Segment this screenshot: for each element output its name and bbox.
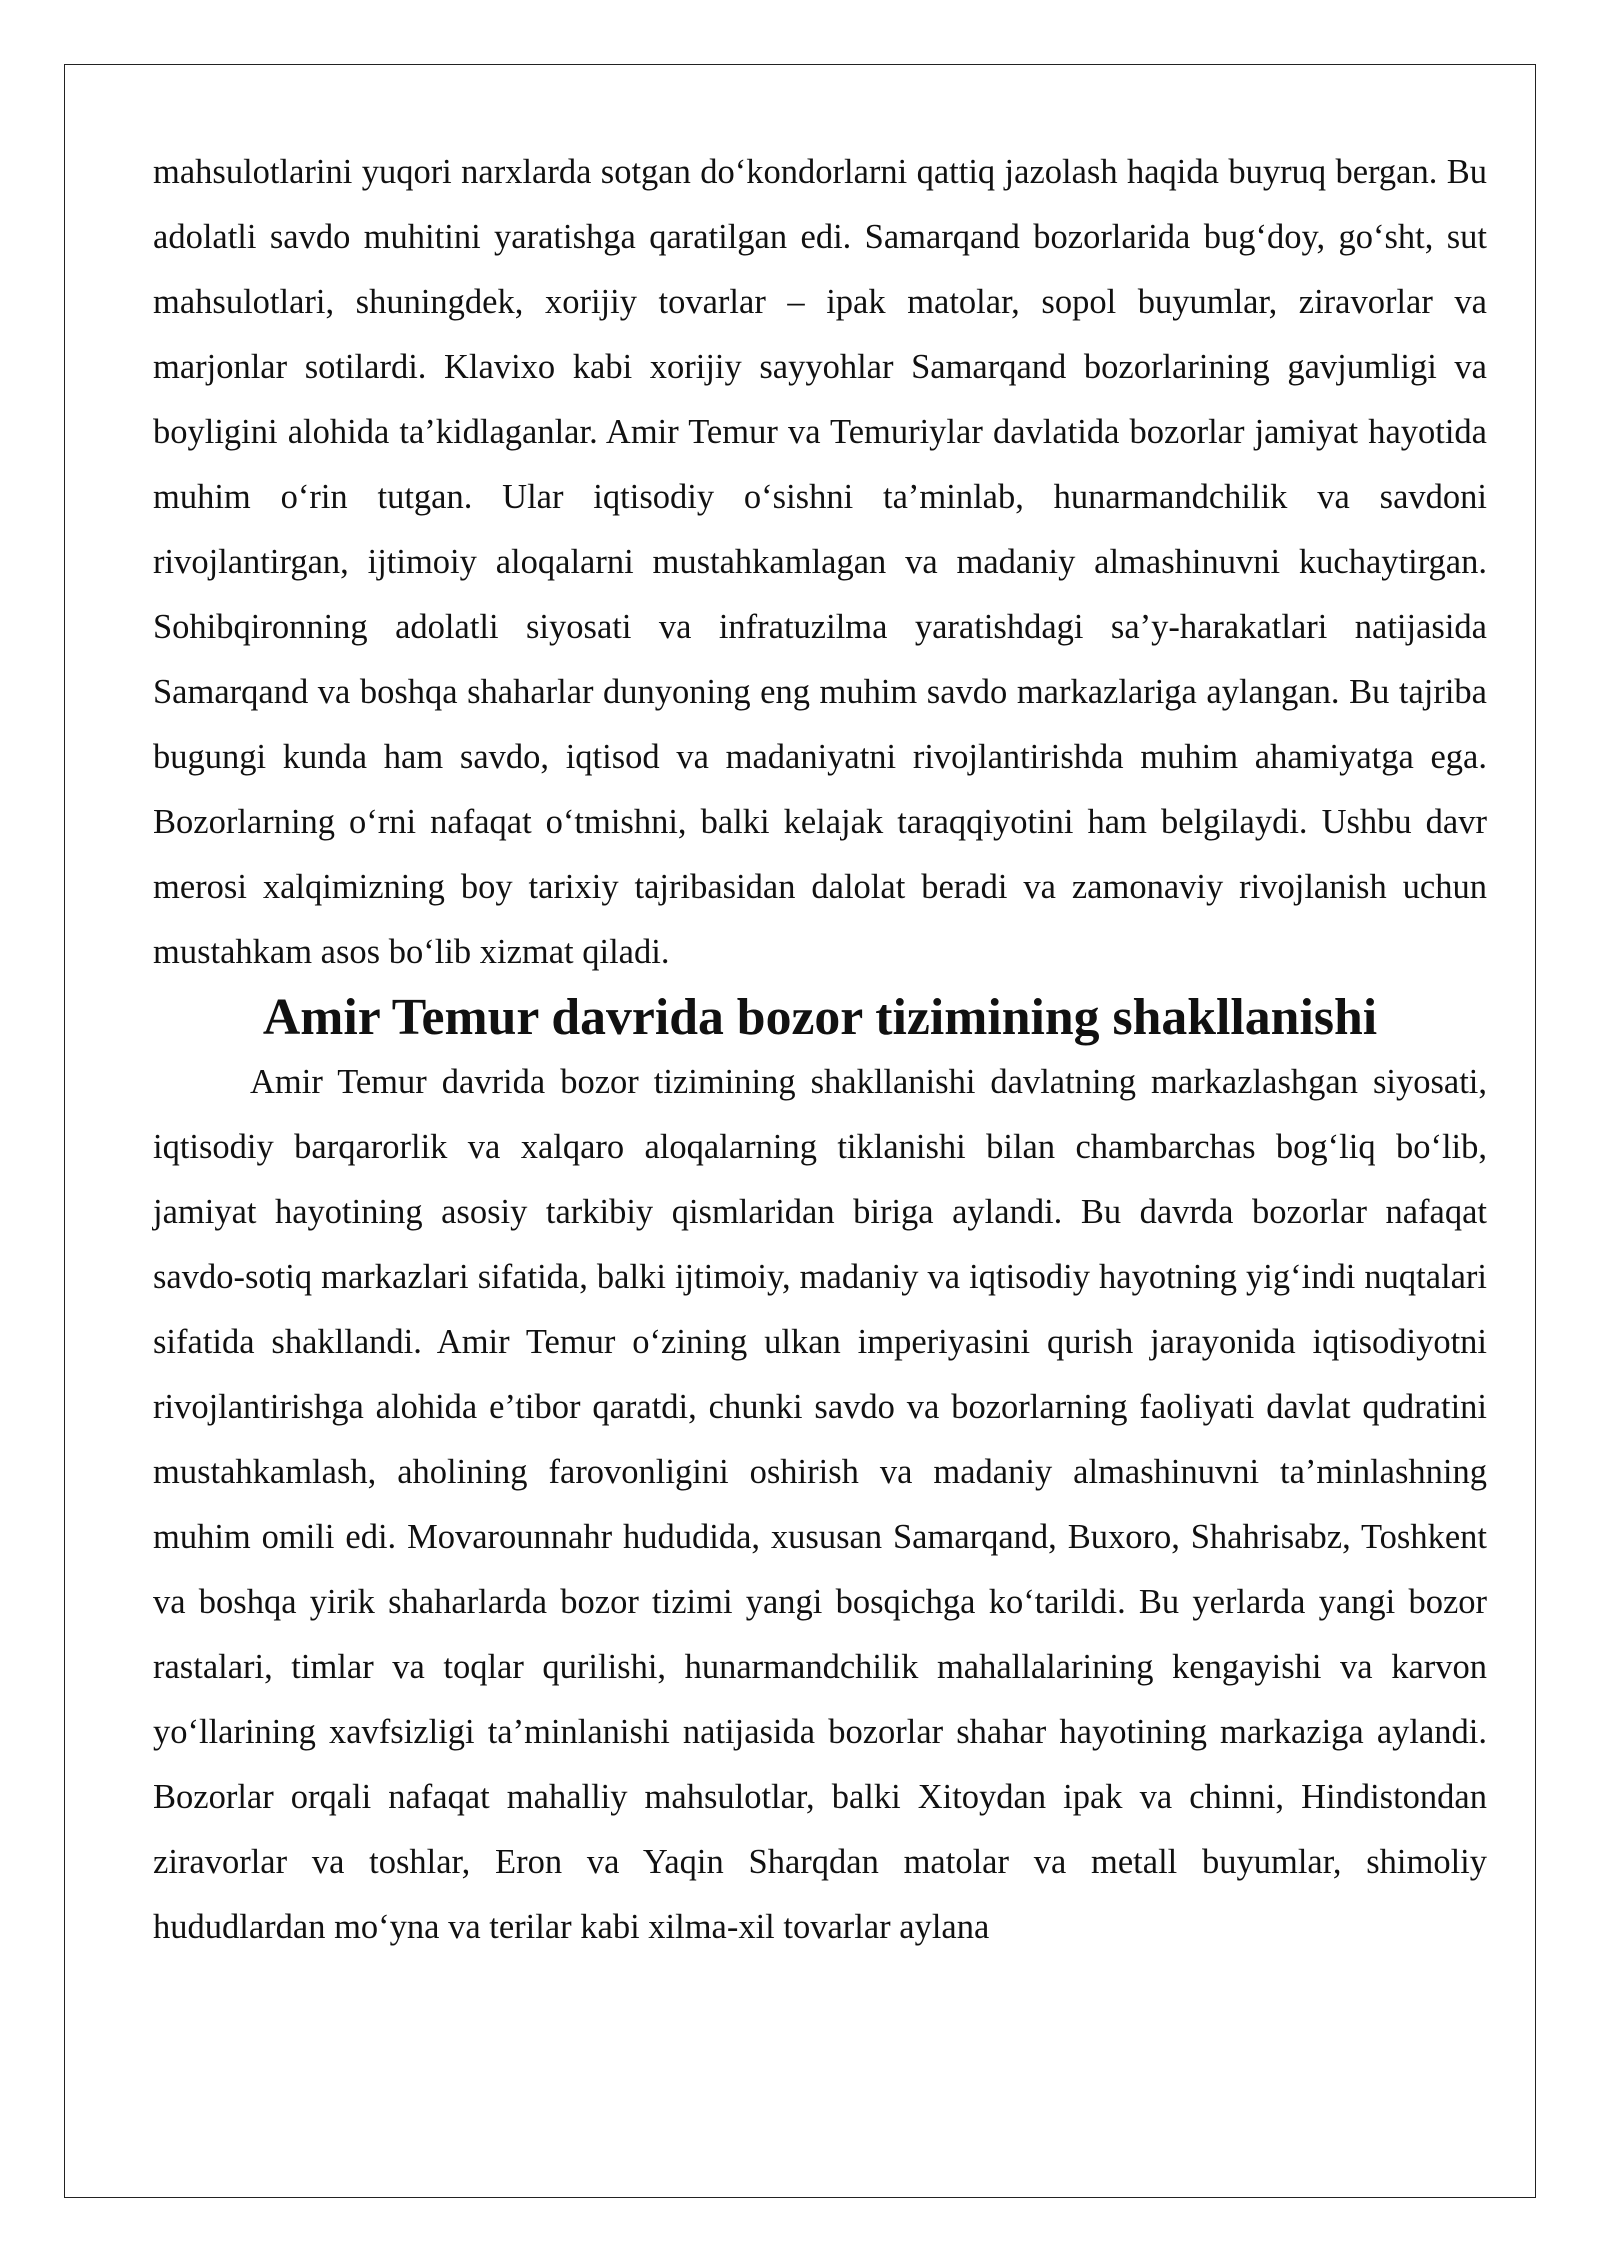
document-body: [153, 140, 1487, 1960]
continued-paragraph: mahsulotlarini yuqori narxlarda sotgan do‘kondorlarni qattiq jazolash haqida buyruq bergan. Bu adolatli savdo muhitini yaratishga qaratilgan edi. Samarqand bozorlarida bug‘doy, go‘sht, sut mahsulotlari, shuningdek, xorijiy tovarlar – ipak matolar, sopol buyumlar, ziravorlar va marjonlar sotilardi. Klavixo kabi xorijiy sayyohlar Samarqand bozorlarining gavjumligi va boyligini alohida ta’kidlaganlar. Amir Temur va Temuriylar davlatida bozorlar jamiyat hayotida muhim o‘rin tutgan. Ular iqtisodiy o‘sishni ta’minlab, hunarmandchilik va savdoni rivojlantirgan, ijtimoiy aloqalarni mustahkamlagan va madaniy almashinuvni kuchaytirgan. Sohibqironning adolatli siyosati va infratuzilma yaratishdagi sa’y-harakatlari natijasida Samarqand va boshqa shaharlar dunyoning eng muhim savdo markazlariga aylangan. Bu tajriba bugungi kunda ham savdo, iqtisod va madaniyatni rivojlantirishda muhim ahamiyatga ega. Bozorlarning o‘rni nafaqat o‘tmishni, balki kelajak taraqqiyotini ham belgilaydi. Ushbu davr merosi xalqimizning boy tarixiy tajribasidan dalolat beradi va zamonaviy rivojlanish uchun mustahkam asos bo‘lib xizmat qiladi.: [153, 153, 1487, 971]
section-heading: Amir Temur davrida bozor tizimining shakllanishi: [262, 989, 1378, 1046]
section-paragraph: Amir Temur davrida bozor tizimining shakllanishi davlatning markazlashgan siyosati, iqtisodiy barqarorlik va xalqaro aloqalarning tiklanishi bilan chambarchas bog‘liq bo‘lib, jamiyat hayotining asosiy tarkibiy qismlaridan biriga aylandi. Bu davrda bozorlar nafaqat savdo-sotiq markazlari sifatida, balki ijtimoiy, madaniy va iqtisodiy hayotning yig‘indi nuqtalari sifatida shakllandi. Amir Temur o‘zining ulkan imperiyasini qurish jarayonida iqtisodiyotni rivojlantirishga alohida e’tibor qaratdi, chunki savdo va bozorlarning faoliyati davlat qudratini mustahkamlash, aholining farovonligini oshirish va madaniy almashinuvni ta’minlashning muhim omili edi. Movarounnahr hududida, xususan Samarqand, Buxoro, Shahrisabz, Toshkent va boshqa yirik shaharlarda bozor tizimi yangi bosqichga ko‘tarildi. Bu yerlarda yangi bozor rastalari, timlar va toqlar qurilishi, hunarmandchilik mahallalarining kengayishi va karvon yo‘llarining xavfsizligi ta’minlanishi natijasida bozorlar shahar hayotining markaziga aylandi. Bozorlar orqali nafaqat mahalliy mahsulotlar, balki Xitoydan ipak va chinni, Hindistondan ziravorlar va toshlar, Eron va Yaqin Sharqdan matolar va metall buyumlar, shimoliy hududlardan mo‘yna va terilar kabi xilma-xil tovarlar aylana: [153, 1063, 1487, 1946]
